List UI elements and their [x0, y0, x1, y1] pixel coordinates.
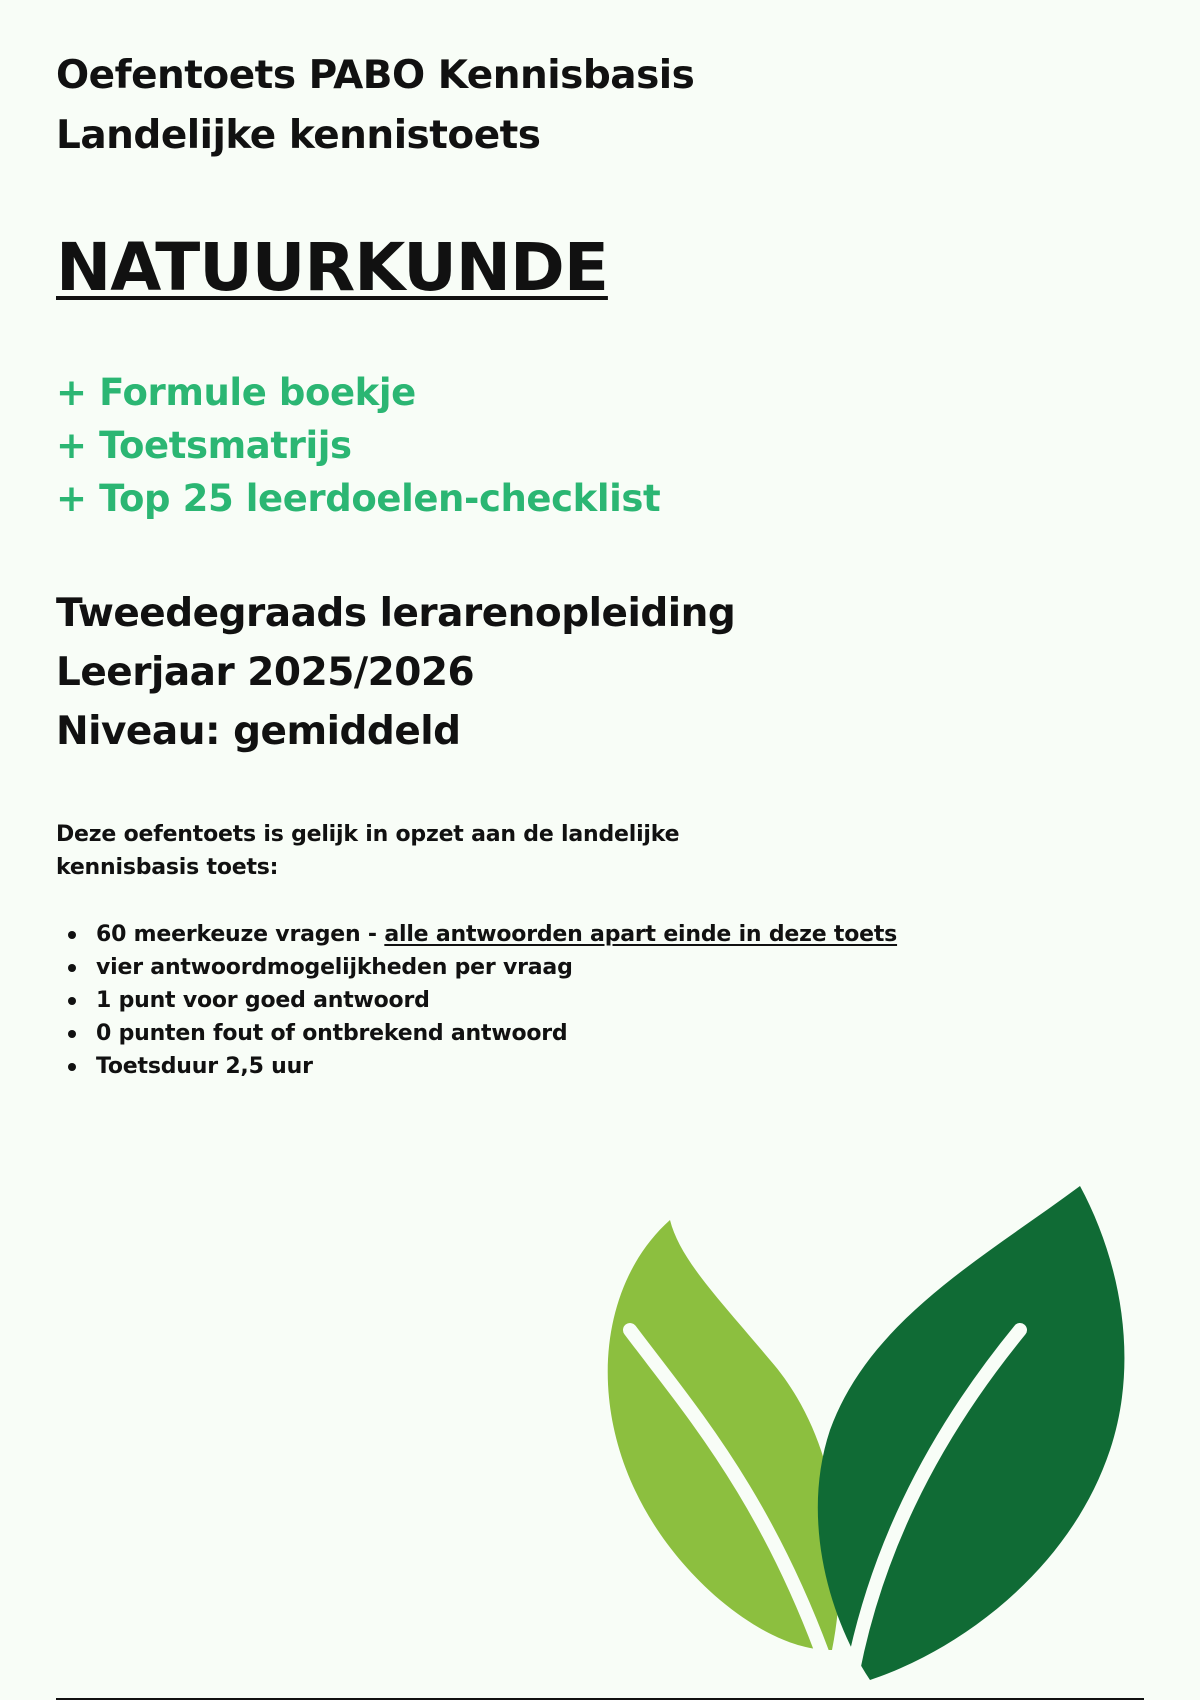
feature-item-correct: 1 punt voor goed antwoord [56, 984, 897, 1017]
page-title: NATUURKUNDE [56, 229, 608, 306]
answers-note-link: alle antwoorden apart einde in deze toets [384, 922, 898, 947]
feature-item-options: vier antwoordmogelijkheden per vraag [56, 951, 897, 984]
features-list [56, 918, 897, 1083]
intro-text: Deze oefentoets is gelijk in opzet aan de landelijke kennisbasis toets: [56, 822, 680, 880]
meta-year: Leerjaar 2025/2026 [56, 650, 475, 695]
leaves-icon [600, 1180, 1160, 1698]
extra-item-formulas: + Formule boekje [56, 371, 416, 414]
header-line-1: Oefentoets PABO Kennisbasis [56, 53, 695, 98]
feature-item-questions [56, 918, 897, 951]
extra-item-matrix: + Toetsmatrijs [56, 424, 352, 467]
extra-item-checklist: + Top 25 leerdoelen-checklist [56, 477, 661, 520]
light-leaf-shape [608, 1220, 840, 1650]
extras-list [56, 366, 660, 525]
feature-questions-text: 60 meerkeuze vragen - [96, 922, 385, 947]
feature-item-wrong: 0 punten fout of ontbrekend antwoord [56, 1017, 897, 1050]
header-line-2: Landelijke kennistoets [56, 113, 541, 158]
meta-level: Niveau: gemiddeld [56, 709, 461, 754]
meta-program: Tweedegraads lerarenopleiding [56, 591, 736, 636]
feature-item-duration: Toetsduur 2,5 uur [56, 1050, 897, 1083]
page-header [56, 46, 694, 166]
course-meta [56, 584, 735, 761]
